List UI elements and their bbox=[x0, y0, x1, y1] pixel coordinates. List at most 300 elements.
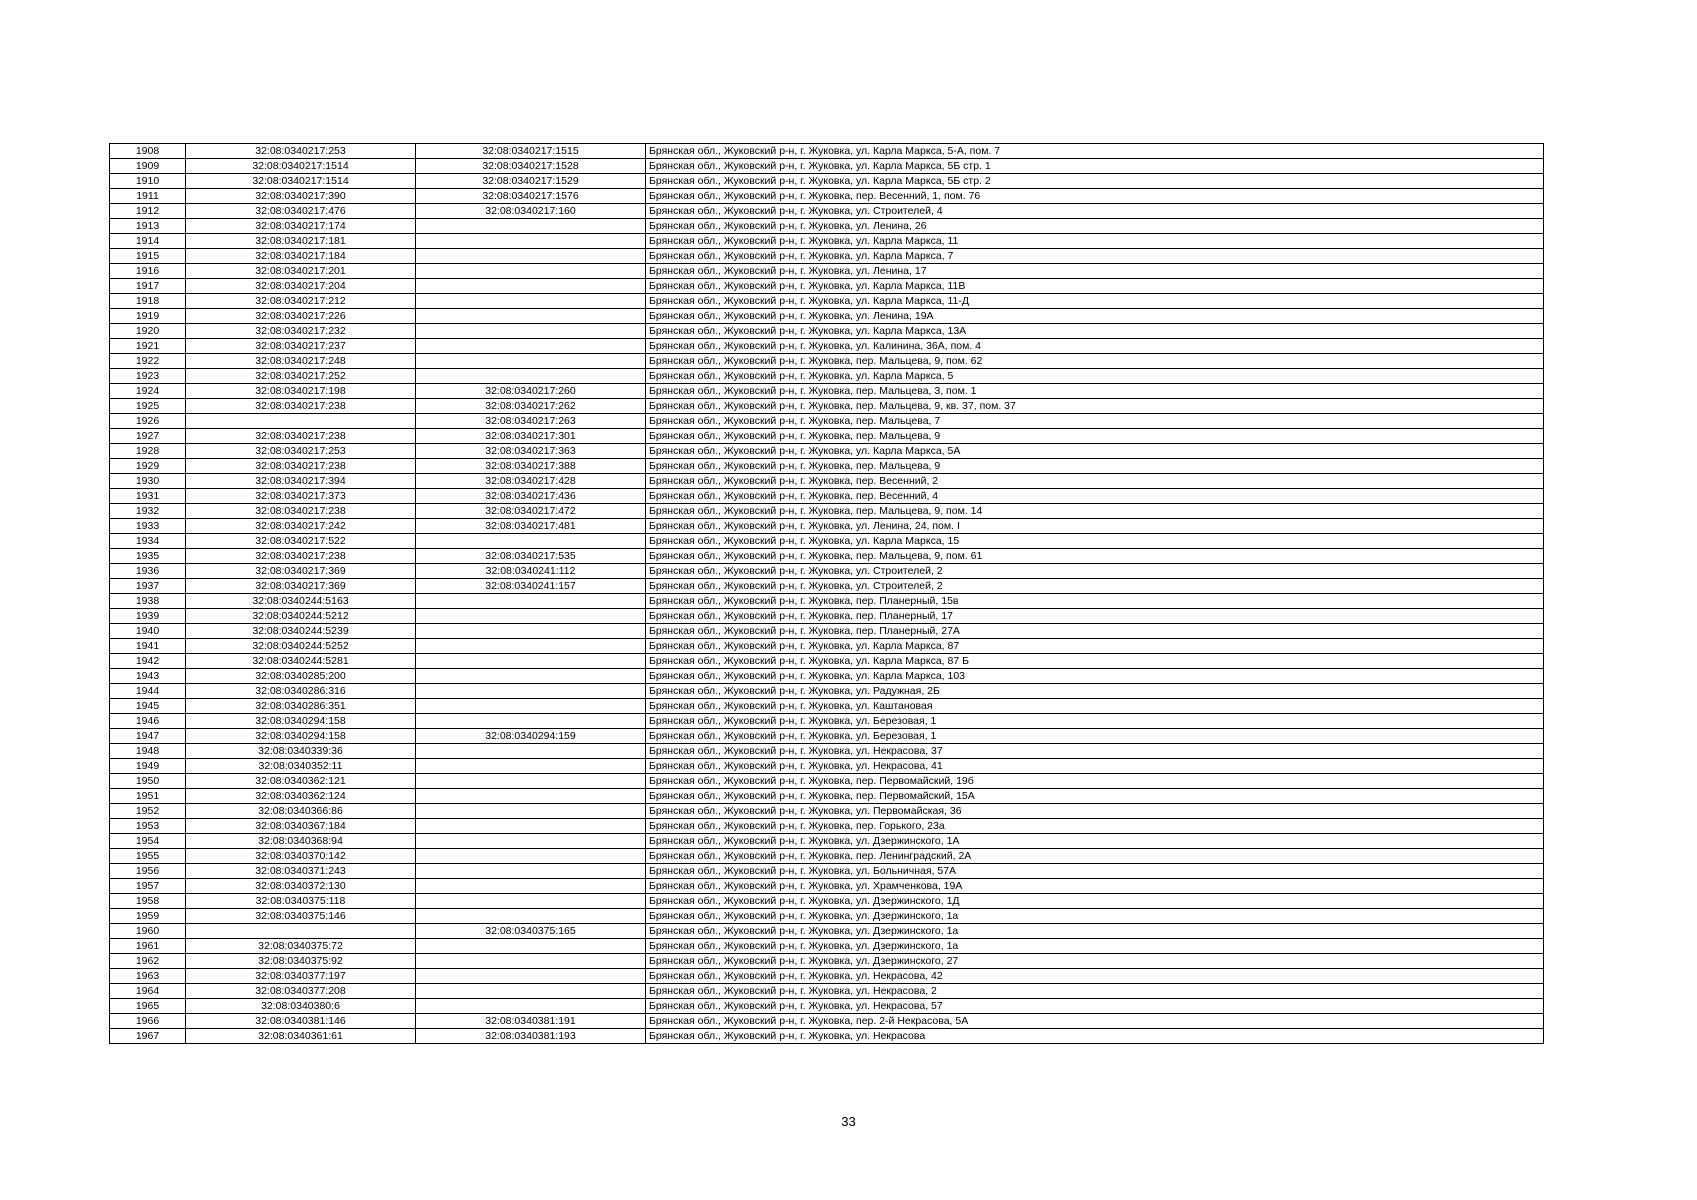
cadastral-table bbox=[109, 143, 1544, 1044]
row-number-cell: 1934 bbox=[110, 534, 186, 549]
parcel-number-cell: 32:08:0340361:61 bbox=[186, 1029, 416, 1044]
table-row bbox=[110, 519, 1544, 534]
row-number-cell: 1945 bbox=[110, 699, 186, 714]
row-number-cell: 1930 bbox=[110, 474, 186, 489]
table-row bbox=[110, 324, 1544, 339]
object-number-cell bbox=[416, 609, 646, 624]
page-number: 33 bbox=[841, 1114, 856, 1129]
object-number-cell: 32:08:0340217:535 bbox=[416, 549, 646, 564]
row-number-cell: 1954 bbox=[110, 834, 186, 849]
parcel-number-cell: 32:08:0340286:316 bbox=[186, 684, 416, 699]
object-number-cell bbox=[416, 969, 646, 984]
address-cell: Брянская обл., Жуковский р-н, г. Жуковка, пер. Весенний, 4 bbox=[646, 489, 1544, 504]
row-number-cell: 1960 bbox=[110, 924, 186, 939]
object-number-cell: 32:08:0340217:160 bbox=[416, 204, 646, 219]
parcel-number-cell: 32:08:0340217:198 bbox=[186, 384, 416, 399]
address-cell: Брянская обл., Жуковский р-н, г. Жуковка, ул. Карла Маркса, 5А bbox=[646, 444, 1544, 459]
parcel-number-cell: 32:08:0340217:242 bbox=[186, 519, 416, 534]
parcel-number-cell: 32:08:0340217:1514 bbox=[186, 159, 416, 174]
parcel-number-cell: 32:08:0340294:158 bbox=[186, 729, 416, 744]
parcel-number-cell: 32:08:0340217:237 bbox=[186, 339, 416, 354]
object-number-cell bbox=[416, 534, 646, 549]
object-number-cell bbox=[416, 339, 646, 354]
address-cell: Брянская обл., Жуковский р-н, г. Жуковка, ул. Радужная, 2Б bbox=[646, 684, 1544, 699]
address-cell: Брянская обл., Жуковский р-н, г. Жуковка, пер. Мальцева, 9, пом. 61 bbox=[646, 549, 1544, 564]
object-number-cell bbox=[416, 354, 646, 369]
address-cell: Брянская обл., Жуковский р-н, г. Жуковка, пер. Первомайский, 15А bbox=[646, 789, 1544, 804]
table-row bbox=[110, 669, 1544, 684]
row-number-cell: 1911 bbox=[110, 189, 186, 204]
table-row bbox=[110, 534, 1544, 549]
address-cell: Брянская обл., Жуковский р-н, г. Жуковка, пер. Мальцева, 9, пом. 14 bbox=[646, 504, 1544, 519]
address-cell: Брянская обл., Жуковский р-н, г. Жуковка, ул. Карла Маркса, 5Б стр. 2 bbox=[646, 174, 1544, 189]
table-row bbox=[110, 984, 1544, 999]
parcel-number-cell: 32:08:0340366:86 bbox=[186, 804, 416, 819]
parcel-number-cell: 32:08:0340244:5239 bbox=[186, 624, 416, 639]
address-cell: Брянская обл., Жуковский р-н, г. Жуковка, ул. Некрасова bbox=[646, 1029, 1544, 1044]
parcel-number-cell: 32:08:0340375:118 bbox=[186, 894, 416, 909]
parcel-number-cell bbox=[186, 414, 416, 429]
table-row bbox=[110, 744, 1544, 759]
row-number-cell: 1956 bbox=[110, 864, 186, 879]
address-cell: Брянская обл., Жуковский р-н, г. Жуковка, ул. Некрасова, 57 bbox=[646, 999, 1544, 1014]
row-number-cell: 1957 bbox=[110, 879, 186, 894]
object-number-cell: 32:08:0340217:260 bbox=[416, 384, 646, 399]
parcel-number-cell: 32:08:0340368:94 bbox=[186, 834, 416, 849]
object-number-cell bbox=[416, 744, 646, 759]
parcel-number-cell: 32:08:0340375:146 bbox=[186, 909, 416, 924]
object-number-cell: 32:08:0340217:263 bbox=[416, 414, 646, 429]
object-number-cell bbox=[416, 279, 646, 294]
row-number-cell: 1953 bbox=[110, 819, 186, 834]
table-row bbox=[110, 159, 1544, 174]
object-number-cell: 32:08:0340217:1528 bbox=[416, 159, 646, 174]
address-cell: Брянская обл., Жуковский р-н, г. Жуковка, ул. Карла Маркса, 11В bbox=[646, 279, 1544, 294]
address-cell: Брянская обл., Жуковский р-н, г. Жуковка, ул. Ленина, 19А bbox=[646, 309, 1544, 324]
address-cell: Брянская обл., Жуковский р-н, г. Жуковка, ул. Первомайская, 36 bbox=[646, 804, 1544, 819]
address-cell: Брянская обл., Жуковский р-н, г. Жуковка, ул. Дзержинского, 1а bbox=[646, 909, 1544, 924]
table-row bbox=[110, 504, 1544, 519]
address-cell: Брянская обл., Жуковский р-н, г. Жуковка, ул. Дзержинского, 1Д bbox=[646, 894, 1544, 909]
parcel-number-cell: 32:08:0340294:158 bbox=[186, 714, 416, 729]
table-row bbox=[110, 174, 1544, 189]
address-cell: Брянская обл., Жуковский р-н, г. Жуковка, ул. Строителей, 2 bbox=[646, 579, 1544, 594]
row-number-cell: 1938 bbox=[110, 594, 186, 609]
address-cell: Брянская обл., Жуковский р-н, г. Жуковка, пер. Весенний, 2 bbox=[646, 474, 1544, 489]
object-number-cell bbox=[416, 264, 646, 279]
row-number-cell: 1910 bbox=[110, 174, 186, 189]
row-number-cell: 1946 bbox=[110, 714, 186, 729]
row-number-cell: 1955 bbox=[110, 849, 186, 864]
table-row bbox=[110, 279, 1544, 294]
object-number-cell bbox=[416, 624, 646, 639]
address-cell: Брянская обл., Жуковский р-н, г. Жуковка, ул. Карла Маркса, 5Б стр. 1 bbox=[646, 159, 1544, 174]
table-row bbox=[110, 549, 1544, 564]
table-row bbox=[110, 309, 1544, 324]
object-number-cell bbox=[416, 864, 646, 879]
address-cell: Брянская обл., Жуковский р-н, г. Жуковка, ул. Больничная, 57А bbox=[646, 864, 1544, 879]
address-cell: Брянская обл., Жуковский р-н, г. Жуковка, пер. Планерный, 27А bbox=[646, 624, 1544, 639]
parcel-number-cell: 32:08:0340375:92 bbox=[186, 954, 416, 969]
parcel-number-cell: 32:08:0340217:373 bbox=[186, 489, 416, 504]
parcel-number-cell: 32:08:0340217:253 bbox=[186, 144, 416, 159]
table-row bbox=[110, 714, 1544, 729]
object-number-cell bbox=[416, 894, 646, 909]
parcel-number-cell: 32:08:0340217:522 bbox=[186, 534, 416, 549]
object-number-cell: 32:08:0340217:428 bbox=[416, 474, 646, 489]
object-number-cell: 32:08:0340217:363 bbox=[416, 444, 646, 459]
row-number-cell: 1961 bbox=[110, 939, 186, 954]
table-row bbox=[110, 444, 1544, 459]
table-row bbox=[110, 234, 1544, 249]
parcel-number-cell: 32:08:0340352:11 bbox=[186, 759, 416, 774]
parcel-number-cell: 32:08:0340381:146 bbox=[186, 1014, 416, 1029]
address-cell: Брянская обл., Жуковский р-н, г. Жуковка, ул. Карла Маркса, 11-Д bbox=[646, 294, 1544, 309]
object-number-cell bbox=[416, 819, 646, 834]
table-row bbox=[110, 1029, 1544, 1044]
table-row bbox=[110, 804, 1544, 819]
row-number-cell: 1928 bbox=[110, 444, 186, 459]
address-cell: Брянская обл., Жуковский р-н, г. Жуковка, ул. Карла Маркса, 87 bbox=[646, 639, 1544, 654]
parcel-number-cell: 32:08:0340370:142 bbox=[186, 849, 416, 864]
row-number-cell: 1941 bbox=[110, 639, 186, 654]
parcel-number-cell: 32:08:0340286:351 bbox=[186, 699, 416, 714]
object-number-cell bbox=[416, 984, 646, 999]
parcel-number-cell: 32:08:0340217:201 bbox=[186, 264, 416, 279]
object-number-cell bbox=[416, 849, 646, 864]
table-row bbox=[110, 294, 1544, 309]
row-number-cell: 1925 bbox=[110, 399, 186, 414]
row-number-cell: 1924 bbox=[110, 384, 186, 399]
parcel-number-cell: 32:08:0340217:476 bbox=[186, 204, 416, 219]
parcel-number-cell: 32:08:0340217:204 bbox=[186, 279, 416, 294]
address-cell: Брянская обл., Жуковский р-н, г. Жуковка, пер. Мальцева, 9, пом. 62 bbox=[646, 354, 1544, 369]
object-number-cell: 32:08:0340217:1529 bbox=[416, 174, 646, 189]
row-number-cell: 1944 bbox=[110, 684, 186, 699]
address-cell: Брянская обл., Жуковский р-н, г. Жуковка, ул. Строителей, 4 bbox=[646, 204, 1544, 219]
object-number-cell: 32:08:0340381:193 bbox=[416, 1029, 646, 1044]
table-row bbox=[110, 729, 1544, 744]
table-row bbox=[110, 459, 1544, 474]
address-cell: Брянская обл., Жуковский р-н, г. Жуковка, пер. Мальцева, 3, пом. 1 bbox=[646, 384, 1544, 399]
address-cell: Брянская обл., Жуковский р-н, г. Жуковка, ул. Некрасова, 42 bbox=[646, 969, 1544, 984]
table-row bbox=[110, 594, 1544, 609]
row-number-cell: 1912 bbox=[110, 204, 186, 219]
row-number-cell: 1915 bbox=[110, 249, 186, 264]
address-cell: Брянская обл., Жуковский р-н, г. Жуковка, пер. Первомайский, 19б bbox=[646, 774, 1544, 789]
parcel-number-cell: 32:08:0340217:252 bbox=[186, 369, 416, 384]
address-cell: Брянская обл., Жуковский р-н, г. Жуковка, ул. Карла Маркса, 87 Б bbox=[646, 654, 1544, 669]
address-cell: Брянская обл., Жуковский р-н, г. Жуковка, ул. Карла Маркса, 7 bbox=[646, 249, 1544, 264]
parcel-number-cell bbox=[186, 924, 416, 939]
address-cell: Брянская обл., Жуковский р-н, г. Жуковка, ул. Строителей, 2 bbox=[646, 564, 1544, 579]
row-number-cell: 1947 bbox=[110, 729, 186, 744]
table-row bbox=[110, 189, 1544, 204]
object-number-cell bbox=[416, 234, 646, 249]
table-row bbox=[110, 939, 1544, 954]
row-number-cell: 1920 bbox=[110, 324, 186, 339]
address-cell: Брянская обл., Жуковский р-н, г. Жуковка, ул. Калинина, 36А, пом. 4 bbox=[646, 339, 1544, 354]
table-row bbox=[110, 609, 1544, 624]
parcel-number-cell: 32:08:0340217:238 bbox=[186, 504, 416, 519]
table-row bbox=[110, 429, 1544, 444]
parcel-number-cell: 32:08:0340380:6 bbox=[186, 999, 416, 1014]
address-cell: Брянская обл., Жуковский р-н, г. Жуковка, ул. Березовая, 1 bbox=[646, 714, 1544, 729]
object-number-cell bbox=[416, 684, 646, 699]
table-row bbox=[110, 204, 1544, 219]
row-number-cell: 1942 bbox=[110, 654, 186, 669]
parcel-number-cell: 32:08:0340285:200 bbox=[186, 669, 416, 684]
address-cell: Брянская обл., Жуковский р-н, г. Жуковка, ул. Ленина, 24, пом. I bbox=[646, 519, 1544, 534]
row-number-cell: 1931 bbox=[110, 489, 186, 504]
parcel-number-cell: 32:08:0340372:130 bbox=[186, 879, 416, 894]
object-number-cell bbox=[416, 714, 646, 729]
row-number-cell: 1948 bbox=[110, 744, 186, 759]
table-row bbox=[110, 354, 1544, 369]
address-cell: Брянская обл., Жуковский р-н, г. Жуковка, ул. Карла Маркса, 11 bbox=[646, 234, 1544, 249]
parcel-number-cell: 32:08:0340217:238 bbox=[186, 399, 416, 414]
row-number-cell: 1962 bbox=[110, 954, 186, 969]
row-number-cell: 1908 bbox=[110, 144, 186, 159]
object-number-cell bbox=[416, 759, 646, 774]
parcel-number-cell: 32:08:0340377:197 bbox=[186, 969, 416, 984]
row-number-cell: 1949 bbox=[110, 759, 186, 774]
address-cell: Брянская обл., Жуковский р-н, г. Жуковка, ул. Ленина, 26 bbox=[646, 219, 1544, 234]
address-cell: Брянская обл., Жуковский р-н, г. Жуковка, пер. Планерный, 17 bbox=[646, 609, 1544, 624]
row-number-cell: 1909 bbox=[110, 159, 186, 174]
table-row bbox=[110, 654, 1544, 669]
object-number-cell bbox=[416, 324, 646, 339]
table-row bbox=[110, 849, 1544, 864]
object-number-cell bbox=[416, 219, 646, 234]
row-number-cell: 1926 bbox=[110, 414, 186, 429]
object-number-cell: 32:08:0340217:436 bbox=[416, 489, 646, 504]
parcel-number-cell: 32:08:0340217:394 bbox=[186, 474, 416, 489]
parcel-number-cell: 32:08:0340217:184 bbox=[186, 249, 416, 264]
row-number-cell: 1959 bbox=[110, 909, 186, 924]
object-number-cell bbox=[416, 954, 646, 969]
address-cell: Брянская обл., Жуковский р-н, г. Жуковка, пер. Ленинградский, 2А bbox=[646, 849, 1544, 864]
parcel-number-cell: 32:08:0340217:253 bbox=[186, 444, 416, 459]
address-cell: Брянская обл., Жуковский р-н, г. Жуковка, ул. Карла Маркса, 103 bbox=[646, 669, 1544, 684]
row-number-cell: 1950 bbox=[110, 774, 186, 789]
parcel-number-cell: 32:08:0340217:238 bbox=[186, 549, 416, 564]
row-number-cell: 1936 bbox=[110, 564, 186, 579]
table-row bbox=[110, 579, 1544, 594]
row-number-cell: 1939 bbox=[110, 609, 186, 624]
object-number-cell bbox=[416, 294, 646, 309]
address-cell: Брянская обл., Жуковский р-н, г. Жуковка, пер. Весенний, 1, пом. 76 bbox=[646, 189, 1544, 204]
table-row bbox=[110, 894, 1544, 909]
parcel-number-cell: 32:08:0340217:238 bbox=[186, 429, 416, 444]
row-number-cell: 1916 bbox=[110, 264, 186, 279]
row-number-cell: 1967 bbox=[110, 1029, 186, 1044]
row-number-cell: 1933 bbox=[110, 519, 186, 534]
row-number-cell: 1914 bbox=[110, 234, 186, 249]
table-row bbox=[110, 384, 1544, 399]
address-cell: Брянская обл., Жуковский р-н, г. Жуковка, ул. Дзержинского, 1а bbox=[646, 939, 1544, 954]
parcel-number-cell: 32:08:0340217:369 bbox=[186, 579, 416, 594]
table-row bbox=[110, 564, 1544, 579]
table-row bbox=[110, 879, 1544, 894]
object-number-cell: 32:08:0340241:112 bbox=[416, 564, 646, 579]
row-number-cell: 1918 bbox=[110, 294, 186, 309]
object-number-cell bbox=[416, 249, 646, 264]
parcel-number-cell: 32:08:0340217:238 bbox=[186, 459, 416, 474]
object-number-cell bbox=[416, 309, 646, 324]
parcel-number-cell: 32:08:0340362:124 bbox=[186, 789, 416, 804]
table-row bbox=[110, 639, 1544, 654]
object-number-cell: 32:08:0340217:301 bbox=[416, 429, 646, 444]
parcel-number-cell: 32:08:0340339:36 bbox=[186, 744, 416, 759]
address-cell: Брянская обл., Жуковский р-н, г. Жуковка, ул. Храмченкова, 19А bbox=[646, 879, 1544, 894]
address-cell: Брянская обл., Жуковский р-н, г. Жуковка, ул. Дзержинского, 1а bbox=[646, 924, 1544, 939]
row-number-cell: 1917 bbox=[110, 279, 186, 294]
address-cell: Брянская обл., Жуковский р-н, г. Жуковка, пер. 2-й Некрасова, 5А bbox=[646, 1014, 1544, 1029]
table-row bbox=[110, 789, 1544, 804]
object-number-cell bbox=[416, 939, 646, 954]
object-number-cell bbox=[416, 639, 646, 654]
row-number-cell: 1951 bbox=[110, 789, 186, 804]
address-cell: Брянская обл., Жуковский р-н, г. Жуковка, ул. Карла Маркса, 5-А, пом. 7 bbox=[646, 144, 1544, 159]
address-cell: Брянская обл., Жуковский р-н, г. Жуковка, ул. Карла Маркса, 15 bbox=[646, 534, 1544, 549]
table-row bbox=[110, 249, 1544, 264]
table-row bbox=[110, 864, 1544, 879]
parcel-number-cell: 32:08:0340217:232 bbox=[186, 324, 416, 339]
row-number-cell: 1919 bbox=[110, 309, 186, 324]
row-number-cell: 1921 bbox=[110, 339, 186, 354]
row-number-cell: 1952 bbox=[110, 804, 186, 819]
object-number-cell bbox=[416, 909, 646, 924]
table-row bbox=[110, 999, 1544, 1014]
parcel-number-cell: 32:08:0340217:369 bbox=[186, 564, 416, 579]
object-number-cell: 32:08:0340217:1576 bbox=[416, 189, 646, 204]
object-number-cell: 32:08:0340217:388 bbox=[416, 459, 646, 474]
address-cell: Брянская обл., Жуковский р-н, г. Жуковка, пер. Мальцева, 9 bbox=[646, 429, 1544, 444]
table-row bbox=[110, 909, 1544, 924]
address-cell: Брянская обл., Жуковский р-н, г. Жуковка, ул. Некрасова, 37 bbox=[646, 744, 1544, 759]
parcel-number-cell: 32:08:0340371:243 bbox=[186, 864, 416, 879]
address-cell: Брянская обл., Жуковский р-н, г. Жуковка, ул. Карла Маркса, 5 bbox=[646, 369, 1544, 384]
table-row bbox=[110, 699, 1544, 714]
object-number-cell: 32:08:0340375:165 bbox=[416, 924, 646, 939]
object-number-cell bbox=[416, 369, 646, 384]
parcel-number-cell: 32:08:0340217:212 bbox=[186, 294, 416, 309]
parcel-number-cell: 32:08:0340377:208 bbox=[186, 984, 416, 999]
object-number-cell bbox=[416, 999, 646, 1014]
address-cell: Брянская обл., Жуковский р-н, г. Жуковка, ул. Ленина, 17 bbox=[646, 264, 1544, 279]
parcel-number-cell: 32:08:0340217:226 bbox=[186, 309, 416, 324]
address-cell: Брянская обл., Жуковский р-н, г. Жуковка, пер. Мальцева, 9 bbox=[646, 459, 1544, 474]
row-number-cell: 1937 bbox=[110, 579, 186, 594]
object-number-cell: 32:08:0340217:1515 bbox=[416, 144, 646, 159]
parcel-number-cell: 32:08:0340217:248 bbox=[186, 354, 416, 369]
parcel-number-cell: 32:08:0340217:174 bbox=[186, 219, 416, 234]
table-row bbox=[110, 834, 1544, 849]
parcel-number-cell: 32:08:0340217:181 bbox=[186, 234, 416, 249]
address-cell: Брянская обл., Жуковский р-н, г. Жуковка, ул. Березовая, 1 bbox=[646, 729, 1544, 744]
object-number-cell: 32:08:0340217:481 bbox=[416, 519, 646, 534]
parcel-number-cell: 32:08:0340244:5252 bbox=[186, 639, 416, 654]
object-number-cell: 32:08:0340294:159 bbox=[416, 729, 646, 744]
object-number-cell bbox=[416, 774, 646, 789]
table-row bbox=[110, 264, 1544, 279]
object-number-cell: 32:08:0340217:472 bbox=[416, 504, 646, 519]
table-row bbox=[110, 474, 1544, 489]
parcel-number-cell: 32:08:0340362:121 bbox=[186, 774, 416, 789]
table-row bbox=[110, 684, 1544, 699]
object-number-cell: 32:08:0340381:191 bbox=[416, 1014, 646, 1029]
table-row bbox=[110, 339, 1544, 354]
table-row bbox=[110, 144, 1544, 159]
address-cell: Брянская обл., Жуковский р-н, г. Жуковка, пер. Горького, 23а bbox=[646, 819, 1544, 834]
row-number-cell: 1958 bbox=[110, 894, 186, 909]
object-number-cell: 32:08:0340241:157 bbox=[416, 579, 646, 594]
address-cell: Брянская обл., Жуковский р-н, г. Жуковка, пер. Планерный, 15в bbox=[646, 594, 1544, 609]
row-number-cell: 1927 bbox=[110, 429, 186, 444]
table-row bbox=[110, 399, 1544, 414]
row-number-cell: 1943 bbox=[110, 669, 186, 684]
table-row bbox=[110, 759, 1544, 774]
row-number-cell: 1913 bbox=[110, 219, 186, 234]
table-row bbox=[110, 489, 1544, 504]
table-row bbox=[110, 219, 1544, 234]
object-number-cell bbox=[416, 594, 646, 609]
object-number-cell bbox=[416, 789, 646, 804]
table-row bbox=[110, 1014, 1544, 1029]
table-row bbox=[110, 369, 1544, 384]
row-number-cell: 1963 bbox=[110, 969, 186, 984]
address-cell: Брянская обл., Жуковский р-н, г. Жуковка, ул. Каштановая bbox=[646, 699, 1544, 714]
row-number-cell: 1922 bbox=[110, 354, 186, 369]
address-cell: Брянская обл., Жуковский р-н, г. Жуковка, ул. Карла Маркса, 13А bbox=[646, 324, 1544, 339]
table-row bbox=[110, 774, 1544, 789]
address-cell: Брянская обл., Жуковский р-н, г. Жуковка, ул. Некрасова, 41 bbox=[646, 759, 1544, 774]
object-number-cell bbox=[416, 804, 646, 819]
row-number-cell: 1940 bbox=[110, 624, 186, 639]
address-cell: Брянская обл., Жуковский р-н, г. Жуковка, ул. Дзержинского, 1А bbox=[646, 834, 1544, 849]
table-row bbox=[110, 969, 1544, 984]
row-number-cell: 1935 bbox=[110, 549, 186, 564]
parcel-number-cell: 32:08:0340217:390 bbox=[186, 189, 416, 204]
address-cell: Брянская обл., Жуковский р-н, г. Жуковка, ул. Некрасова, 2 bbox=[646, 984, 1544, 999]
address-cell: Брянская обл., Жуковский р-н, г. Жуковка, пер. Мальцева, 9, кв. 37, пом. 37 bbox=[646, 399, 1544, 414]
table-row bbox=[110, 924, 1544, 939]
table-row bbox=[110, 414, 1544, 429]
row-number-cell: 1923 bbox=[110, 369, 186, 384]
row-number-cell: 1929 bbox=[110, 459, 186, 474]
table-row bbox=[110, 624, 1544, 639]
object-number-cell: 32:08:0340217:262 bbox=[416, 399, 646, 414]
row-number-cell: 1966 bbox=[110, 1014, 186, 1029]
object-number-cell bbox=[416, 699, 646, 714]
row-number-cell: 1965 bbox=[110, 999, 186, 1014]
object-number-cell bbox=[416, 834, 646, 849]
parcel-number-cell: 32:08:0340244:5163 bbox=[186, 594, 416, 609]
parcel-number-cell: 32:08:0340244:5212 bbox=[186, 609, 416, 624]
parcel-number-cell: 32:08:0340217:1514 bbox=[186, 174, 416, 189]
parcel-number-cell: 32:08:0340244:5281 bbox=[186, 654, 416, 669]
object-number-cell bbox=[416, 654, 646, 669]
row-number-cell: 1932 bbox=[110, 504, 186, 519]
row-number-cell: 1964 bbox=[110, 984, 186, 999]
address-cell: Брянская обл., Жуковский р-н, г. Жуковка, ул. Дзержинского, 27 bbox=[646, 954, 1544, 969]
object-number-cell bbox=[416, 879, 646, 894]
table-row bbox=[110, 819, 1544, 834]
parcel-number-cell: 32:08:0340367:184 bbox=[186, 819, 416, 834]
address-cell: Брянская обл., Жуковский р-н, г. Жуковка, пер. Мальцева, 7 bbox=[646, 414, 1544, 429]
table-body bbox=[110, 144, 1544, 1044]
